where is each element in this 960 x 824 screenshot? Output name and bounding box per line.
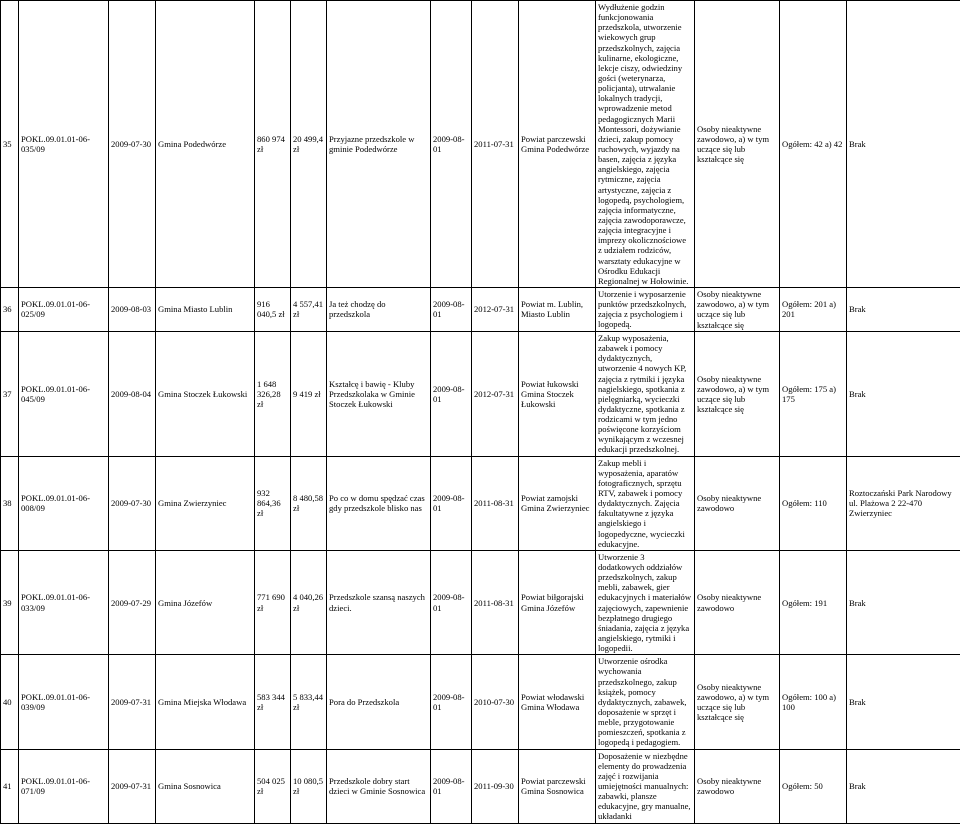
location-cell: Powiat włodawski Gmina Włodawa <box>519 655 596 749</box>
participant-count-cell: Ogółem: 110 <box>780 456 847 550</box>
project-id-cell: POKL.09.01.01-06-035/09 <box>19 1 109 288</box>
start-date-cell: 2009-08-01 <box>431 655 472 749</box>
project-title-cell: Ja też chodzę do przedszkola <box>327 287 431 331</box>
partner-cell: Brak <box>847 749 960 823</box>
end-date-cell: 2011-08-31 <box>472 550 519 654</box>
target-group-cell: Osoby nieaktywne zawodowo <box>695 550 780 654</box>
project-value-cell: 583 344 zł <box>255 655 291 749</box>
project-title-cell: Pora do Przedszkola <box>327 655 431 749</box>
end-date-cell: 2011-09-30 <box>472 749 519 823</box>
project-value-cell: 916 040,5 zł <box>255 287 291 331</box>
start-date-cell: 2009-08-01 <box>431 1 472 288</box>
start-date-cell: 2009-08-01 <box>431 456 472 550</box>
table-row <box>1 287 960 331</box>
participant-count-cell: Ogółem: 50 <box>780 749 847 823</box>
project-value-cell: 860 974 zł <box>255 1 291 288</box>
eu-contribution-cell: 20 499,4 zł <box>291 1 327 288</box>
signing-date-cell: 2009-07-31 <box>109 655 156 749</box>
participant-count-cell: Ogółem: 175 a) 175 <box>780 331 847 456</box>
signing-date-cell: 2009-07-30 <box>109 1 156 288</box>
project-description-cell: Utworzenie ośrodka wychowania przedszkolnego, zakup książek, pomocy dydaktycznych, zabawek, doposażenie w sprzęt i meble, przygotowanie pomieszczeń, spotkania z logopedą i pedagogiem. <box>596 655 695 749</box>
table-row <box>1 655 960 749</box>
project-value-cell: 1 648 326,28 zł <box>255 331 291 456</box>
row-number-cell: 41 <box>1 749 19 823</box>
project-id-cell: POKL.09.01.01-06-025/09 <box>19 287 109 331</box>
end-date-cell: 2012-07-31 <box>472 287 519 331</box>
participant-count-cell: Ogółem: 42 a) 42 <box>780 1 847 288</box>
location-cell: Powiat zamojski Gmina Zwierzyniec <box>519 456 596 550</box>
project-id-cell: POKL.09.01.01-06-039/09 <box>19 655 109 749</box>
beneficiary-cell: Gmina Miejska Włodawa <box>156 655 255 749</box>
participant-count-cell: Ogółem: 191 <box>780 550 847 654</box>
end-date-cell: 2012-07-31 <box>472 331 519 456</box>
location-cell: Powiat łukowski Gmina Stoczek Łukowski <box>519 331 596 456</box>
target-group-cell: Osoby nieaktywne zawodowo, a) w tym uczące się lub kształcące się <box>695 287 780 331</box>
target-group-cell: Osoby nieaktywne zawodowo <box>695 749 780 823</box>
end-date-cell: 2011-08-31 <box>472 456 519 550</box>
partner-cell: Brak <box>847 655 960 749</box>
row-number-cell: 36 <box>1 287 19 331</box>
location-cell: Powiat m. Lublin, Miasto Lublin <box>519 287 596 331</box>
project-description-cell: Zakup wyposażenia, zabawek i pomocy dydaktycznych, utworzenie 4 nowych KP, zajęcia z rytmiki i języka nagielskiego, spotkania z pielęgniarką, wycieczki dydaktyczne, spotkania z rodzicami w tym jedno poświęcone korzyściom wynikającym z wczesnej edukacji przedszkolnej. <box>596 331 695 456</box>
start-date-cell: 2009-08-01 <box>431 287 472 331</box>
table-row <box>1 1 960 288</box>
eu-contribution-cell: 4 040,26 zł <box>291 550 327 654</box>
location-cell: Powiat parczewski Gmina Sosnowica <box>519 749 596 823</box>
eu-contribution-cell: 9 419 zł <box>291 331 327 456</box>
project-id-cell: POKL.09.01.01-06-071/09 <box>19 749 109 823</box>
table-row <box>1 749 960 823</box>
location-cell: Powiat biłgorajski Gmina Józefów <box>519 550 596 654</box>
project-description-cell: Utorzenie i wyposarzenie punktów przedszkolnych, zajęcia z psychologiem i logopedą. <box>596 287 695 331</box>
beneficiary-cell: Gmina Podedwórze <box>156 1 255 288</box>
row-number-cell: 39 <box>1 550 19 654</box>
project-description-cell: Wydłużenie godzin funkcjonowania przedszkola, utworzenie wiekowych grup przedszkolnych, zajęcia kulinarne, ekologiczne, lekcje ciszy, odwiedziny gości (weterynarza, policjanta), utrwalanie lokalnych tradycji, wprowadzenie metod pedagogicznych Marii Montessori, dożywianie dzieci, zakup pomocy ruchowych, wyjazdy na basen, zajęcia z języka angielskiego, zajęcia rytmiczne, zajęcia artystyczne, zajęcia z logopedą, psychologiem, zajęcia informatyczne, zajęcia zawodoporawcze, zajęcia integracyjne i imprezy okolicznościowe z udziałem rodziców, warsztaty edukacyjne w Ośrodku Edukacji Regionalnej w Hołowinie. <box>596 1 695 288</box>
target-group-cell: Osoby nieaktywne zawodowo <box>695 456 780 550</box>
project-description-cell: Doposażenie w niezbędne elementy do prowadzenia zajęć i rozwijania umiejętności manualnych: zabawki, plansze edukacyjne, gry manualne, układanki <box>596 749 695 823</box>
start-date-cell: 2009-08-01 <box>431 331 472 456</box>
partner-cell: Brak <box>847 1 960 288</box>
row-number-cell: 35 <box>1 1 19 288</box>
table-row <box>1 331 960 456</box>
project-description-cell: Utworzenie 3 dodatkowych oddziałów przedszkolnych, zakup mebli, zabawek, gier edukacyjnych i materiałów zajęciowych, zapewnienie bezpłatnego drugiego śniadania, zajęcia z języka angielskiego, rytmiki i logopedii. <box>596 550 695 654</box>
table-row <box>1 550 960 654</box>
project-value-cell: 771 690 zł <box>255 550 291 654</box>
project-title-cell: Przedszkole szansą naszych dzieci. <box>327 550 431 654</box>
eu-contribution-cell: 4 557,41 zł <box>291 287 327 331</box>
table-row <box>1 456 960 550</box>
start-date-cell: 2009-08-01 <box>431 550 472 654</box>
beneficiary-cell: Gmina Stoczek Łukowski <box>156 331 255 456</box>
row-number-cell: 38 <box>1 456 19 550</box>
signing-date-cell: 2009-07-31 <box>109 749 156 823</box>
end-date-cell: 2010-07-30 <box>472 655 519 749</box>
signing-date-cell: 2009-07-29 <box>109 550 156 654</box>
signing-date-cell: 2009-08-03 <box>109 287 156 331</box>
target-group-cell: Osoby nieaktywne zawodowo, a) w tym uczące się lub kształcące się <box>695 331 780 456</box>
partner-cell: Brak <box>847 331 960 456</box>
eu-contribution-cell: 5 833,44 zł <box>291 655 327 749</box>
project-title-cell: Przyjazne przedszkole w gminie Podedwórze <box>327 1 431 288</box>
beneficiary-cell: Gmina Sosnowica <box>156 749 255 823</box>
project-id-cell: POKL.09.01.01-06-045/09 <box>19 331 109 456</box>
project-id-cell: POKL.09.01.01-06-008/09 <box>19 456 109 550</box>
participant-count-cell: Ogółem: 100 a) 100 <box>780 655 847 749</box>
project-title-cell: Po co w domu spędzać czas gdy przedszkole blisko nas <box>327 456 431 550</box>
project-value-cell: 504 025 zł <box>255 749 291 823</box>
row-number-cell: 40 <box>1 655 19 749</box>
beneficiary-cell: Gmina Zwierzyniec <box>156 456 255 550</box>
project-description-cell: Zakup mebli i wyposażenia, aparatów fotograficznych, sprzętu RTV, zabawek i pomocy dydaktycznych. Zajęcia fakultatywne z języka angielskiego i logopedyczne, wycieczki edukacyjne. <box>596 456 695 550</box>
project-title-cell: Przedszkole dobry start dzieci w Gminie Sosnowica <box>327 749 431 823</box>
start-date-cell: 2009-08-01 <box>431 749 472 823</box>
row-number-cell: 37 <box>1 331 19 456</box>
end-date-cell: 2011-07-31 <box>472 1 519 288</box>
partner-cell: Roztoczański Park Narodowy ul. Plażowa 2 22-470 Zwierzyniec <box>847 456 960 550</box>
partner-cell: Brak <box>847 550 960 654</box>
project-title-cell: Kształcę i bawię - Kluby Przedszkolaka w Gminie Stoczek Łukowski <box>327 331 431 456</box>
project-id-cell: POKL.09.01.01-06-033/09 <box>19 550 109 654</box>
participant-count-cell: Ogółem: 201 a) 201 <box>780 287 847 331</box>
eu-contribution-cell: 8 480,58 zł <box>291 456 327 550</box>
partner-cell: Brak <box>847 287 960 331</box>
signing-date-cell: 2009-07-30 <box>109 456 156 550</box>
beneficiary-cell: Gmina Miasto Lublin <box>156 287 255 331</box>
target-group-cell: Osoby nieaktywne zawodowo, a) w tym uczące się lub kształcące się <box>695 655 780 749</box>
target-group-cell: Osoby nieaktywne zawodowo, a) w tym uczące się lub kształcące się <box>695 1 780 288</box>
signing-date-cell: 2009-08-04 <box>109 331 156 456</box>
eu-contribution-cell: 10 080,5 zł <box>291 749 327 823</box>
location-cell: Powiat parczewski Gmina Podedwórze <box>519 1 596 288</box>
beneficiary-cell: Gmina Józefów <box>156 550 255 654</box>
project-value-cell: 932 864,36 zł <box>255 456 291 550</box>
